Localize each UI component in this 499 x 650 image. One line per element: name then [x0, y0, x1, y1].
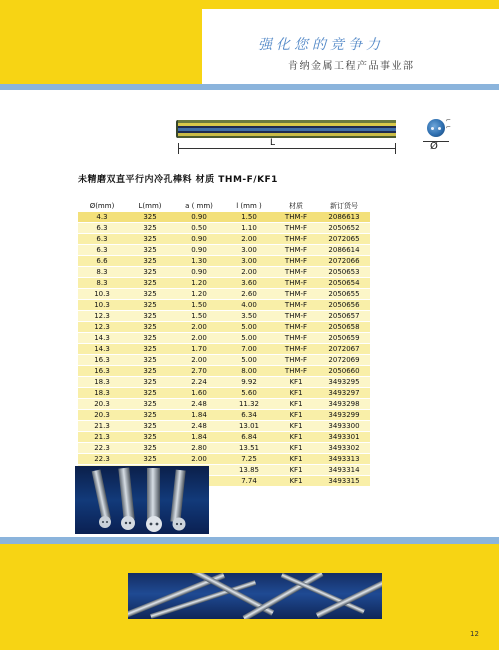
order-number-cell: 3493298 — [318, 399, 370, 410]
diameter-cell: 21.3 — [78, 432, 126, 443]
hole-spacing-cell: 0.90 — [174, 234, 224, 245]
table-row — [78, 322, 370, 333]
order-number-cell: 2072065 — [318, 234, 370, 245]
length-cell: 325 — [126, 410, 174, 421]
table-row — [78, 377, 370, 388]
order-number-cell: 3493299 — [318, 410, 370, 421]
order-number-cell: 2050657 — [318, 311, 370, 322]
diameter-cell: 14.3 — [78, 333, 126, 344]
pitch-header: l (mm ) — [236, 201, 262, 210]
length-cell: 325 — [126, 377, 174, 388]
material-cell: THM-F — [274, 333, 318, 344]
diameter-cell: 18.3 — [78, 388, 126, 399]
material-cell: KF1 — [274, 421, 318, 432]
table-row — [78, 399, 370, 410]
diameter-cell: 14.3 — [78, 344, 126, 355]
material-cell: THM-F — [274, 245, 318, 256]
diameter-cell: 4.3 — [78, 212, 126, 223]
hole-spacing-cell: 0.50 — [174, 223, 224, 234]
cross-section-marks: ⌐ ⌐ — [446, 117, 452, 131]
material-cell: KF1 — [274, 377, 318, 388]
diameter-cell: 16.3 — [78, 366, 126, 377]
pitch-cell: 13.01 — [224, 421, 274, 432]
hole-spacing-cell: 1.60 — [174, 388, 224, 399]
page-title: 强化您的竞争力 — [258, 37, 384, 53]
table-row — [78, 289, 370, 300]
hole-spacing-cell: 2.00 — [174, 355, 224, 366]
length-cell: 325 — [126, 223, 174, 234]
diameter-cell: 6.3 — [78, 245, 126, 256]
rod-photo — [75, 466, 209, 534]
length-cell: 325 — [126, 355, 174, 366]
length-cell: 325 — [126, 322, 174, 333]
order-number-cell: 2072066 — [318, 256, 370, 267]
pitch-cell: 5.00 — [224, 355, 274, 366]
table-row — [78, 300, 370, 311]
table-row — [78, 388, 370, 399]
pitch-cell: 2.60 — [224, 289, 274, 300]
length-cell: 325 — [126, 212, 174, 223]
length-cell: 325 — [126, 311, 174, 322]
diameter-label: Ø — [430, 141, 438, 152]
order-number-cell: 2050655 — [318, 289, 370, 300]
pitch-cell: 11.32 — [224, 399, 274, 410]
order-number-cell: 3493297 — [318, 388, 370, 399]
coolant-hole-icon — [438, 127, 441, 130]
diameter-cell: 8.3 — [78, 267, 126, 278]
hole-spacing-cell: 1.70 — [174, 344, 224, 355]
order-number-cell: 3493315 — [318, 476, 370, 487]
rods-lying-illustration — [128, 573, 382, 619]
diameter-cell: 18.3 — [78, 377, 126, 388]
pitch-cell: 4.00 — [224, 300, 274, 311]
diameter-cell: 8.3 — [78, 278, 126, 289]
table-row — [78, 366, 370, 377]
pitch-cell: 1.50 — [224, 212, 274, 223]
table-row — [78, 267, 370, 278]
order-number-cell: 2086614 — [318, 245, 370, 256]
diameter-cell: 16.3 — [78, 355, 126, 366]
order-number-cell: 2050658 — [318, 322, 370, 333]
hole-spacing-cell: 0.90 — [174, 212, 224, 223]
table-header-row — [78, 199, 370, 212]
length-cell: 325 — [126, 454, 174, 465]
length-cell: 325 — [126, 432, 174, 443]
diameter-cell: 22.3 — [78, 443, 126, 454]
length-cell: 325 — [126, 366, 174, 377]
header-yellow-strip — [202, 0, 499, 9]
material-cell: KF1 — [274, 454, 318, 465]
table-row — [78, 421, 370, 432]
hole-spacing-cell: 0.90 — [174, 267, 224, 278]
length-cell: 325 — [126, 300, 174, 311]
hole-spacing-cell: 2.48 — [174, 421, 224, 432]
table-row — [78, 223, 370, 234]
hole-spacing-cell: 1.84 — [174, 432, 224, 443]
table-body — [78, 212, 370, 487]
header-divider-band — [0, 84, 499, 90]
material-cell: KF1 — [274, 388, 318, 399]
length-cell: 325 — [126, 245, 174, 256]
table-row — [78, 355, 370, 366]
diameter-cell: 20.3 — [78, 399, 126, 410]
coolant-hole-icon — [431, 127, 434, 130]
hole-spacing-header: a ( mm) — [185, 201, 213, 210]
hole-spacing-cell: 2.00 — [174, 454, 224, 465]
pitch-cell: 5.60 — [224, 388, 274, 399]
diameter-cell: 20.3 — [78, 410, 126, 421]
rod-cross-section — [427, 119, 445, 137]
diameter-cell: 10.3 — [78, 289, 126, 300]
material-cell: KF1 — [274, 399, 318, 410]
material-cell: THM-F — [274, 212, 318, 223]
order-number-cell: 2050659 — [318, 333, 370, 344]
material-cell: THM-F — [274, 344, 318, 355]
pitch-cell: 7.00 — [224, 344, 274, 355]
order-number-cell: 3493313 — [318, 454, 370, 465]
pitch-cell: 7.25 — [224, 454, 274, 465]
order-number-cell: 2086613 — [318, 212, 370, 223]
diameter-cell: 6.3 — [78, 234, 126, 245]
pitch-cell: 2.00 — [224, 267, 274, 278]
order-number-cell: 2072067 — [318, 344, 370, 355]
material-cell: KF1 — [274, 410, 318, 421]
page-number: 12 — [470, 630, 479, 638]
diameter-cell: 21.3 — [78, 421, 126, 432]
table-row — [78, 432, 370, 443]
order-number-cell: 2050654 — [318, 278, 370, 289]
diameter-cell: 12.3 — [78, 311, 126, 322]
hole-spacing-cell: 1.50 — [174, 311, 224, 322]
pitch-cell: 3.00 — [224, 245, 274, 256]
material-cell: THM-F — [274, 322, 318, 333]
table-row — [78, 454, 370, 465]
hole-spacing-cell: 1.84 — [174, 410, 224, 421]
length-cell: 325 — [126, 443, 174, 454]
hole-spacing-cell: 1.20 — [174, 278, 224, 289]
footer-divider-band — [0, 537, 499, 544]
rod-diagram — [178, 120, 396, 138]
length-cell: 325 — [126, 278, 174, 289]
material-cell: KF1 — [274, 432, 318, 443]
length-cell: 325 — [126, 256, 174, 267]
length-dimension-line — [178, 148, 396, 149]
material-cell: THM-F — [274, 267, 318, 278]
pitch-cell: 8.00 — [224, 366, 274, 377]
order-number-cell: 2072069 — [318, 355, 370, 366]
pitch-cell: 7.74 — [224, 476, 274, 487]
hole-spacing-cell: 2.48 — [174, 399, 224, 410]
material-cell: THM-F — [274, 278, 318, 289]
diameter-cell: 22.3 — [78, 454, 126, 465]
order-number-cell: 2050660 — [318, 366, 370, 377]
length-cell: 325 — [126, 289, 174, 300]
pitch-cell: 13.85 — [224, 465, 274, 476]
hole-spacing-cell: 1.50 — [174, 300, 224, 311]
hole-spacing-cell: 2.80 — [174, 443, 224, 454]
material-cell: THM-F — [274, 234, 318, 245]
length-label: L — [270, 138, 276, 148]
hole-spacing-cell: 1.30 — [174, 256, 224, 267]
material-cell: THM-F — [274, 366, 318, 377]
table-row — [78, 344, 370, 355]
pitch-cell: 6.84 — [224, 432, 274, 443]
hole-spacing-cell: 2.00 — [174, 333, 224, 344]
page-subtitle: 肯纳金属工程产品事业部 — [288, 61, 415, 72]
pitch-cell: 6.34 — [224, 410, 274, 421]
material-cell: THM-F — [274, 223, 318, 234]
order-number-cell: 3493301 — [318, 432, 370, 443]
hole-spacing-cell: 2.70 — [174, 366, 224, 377]
length-cell: 325 — [126, 399, 174, 410]
length-cell: 325 — [126, 333, 174, 344]
diameter-cell: 6.3 — [78, 223, 126, 234]
order-number-cell: 3493314 — [318, 465, 370, 476]
order-number-cell: 3493302 — [318, 443, 370, 454]
table-row — [78, 333, 370, 344]
material-cell: THM-F — [274, 311, 318, 322]
pitch-cell: 3.60 — [224, 278, 274, 289]
diameter-cell: 12.3 — [78, 322, 126, 333]
product-title: 未精磨双直平行内冷孔棒料 材质 THM-F/KF1 — [78, 175, 278, 185]
order-number-header: 新订货号 — [330, 201, 358, 210]
material-cell: THM-F — [274, 355, 318, 366]
rods-lying-photo — [128, 573, 382, 619]
diameter-cell: 6.6 — [78, 256, 126, 267]
order-number-cell: 3493300 — [318, 421, 370, 432]
rod-photo-illustration — [75, 466, 209, 534]
pitch-cell: 5.00 — [224, 333, 274, 344]
table-row — [78, 410, 370, 421]
pitch-cell: 5.00 — [224, 322, 274, 333]
hole-spacing-cell: 2.24 — [174, 377, 224, 388]
material-header: 材质 — [289, 201, 303, 210]
table-row — [78, 278, 370, 289]
table-row — [78, 443, 370, 454]
hole-spacing-cell: 0.90 — [174, 245, 224, 256]
pitch-cell: 13.51 — [224, 443, 274, 454]
material-cell: THM-F — [274, 289, 318, 300]
table-row — [78, 234, 370, 245]
diameter-cell: 10.3 — [78, 300, 126, 311]
length-cell: 325 — [126, 344, 174, 355]
table-row — [78, 245, 370, 256]
order-number-cell: 2050652 — [318, 223, 370, 234]
material-cell: THM-F — [274, 300, 318, 311]
length-cell: 325 — [126, 388, 174, 399]
length-cell: 325 — [126, 267, 174, 278]
length-header: L(mm) — [138, 201, 162, 210]
table-row — [78, 212, 370, 223]
hole-spacing-cell: 2.00 — [174, 322, 224, 333]
order-number-cell: 3493295 — [318, 377, 370, 388]
pitch-cell: 2.00 — [224, 234, 274, 245]
material-cell: KF1 — [274, 443, 318, 454]
length-cell: 325 — [126, 421, 174, 432]
order-number-cell: 2050656 — [318, 300, 370, 311]
order-number-cell: 2050653 — [318, 267, 370, 278]
pitch-cell: 1.10 — [224, 223, 274, 234]
pitch-cell: 3.00 — [224, 256, 274, 267]
diameter-header: Ø(mm) — [89, 201, 115, 210]
header-yellow-block — [0, 0, 202, 84]
pitch-cell: 9.92 — [224, 377, 274, 388]
table-row — [78, 256, 370, 267]
pitch-cell: 3.50 — [224, 311, 274, 322]
hole-spacing-cell: 1.20 — [174, 289, 224, 300]
material-cell: THM-F — [274, 256, 318, 267]
table-row — [78, 311, 370, 322]
material-cell: KF1 — [274, 465, 318, 476]
length-cell: 325 — [126, 234, 174, 245]
spec-table — [78, 199, 370, 487]
material-cell: KF1 — [274, 476, 318, 487]
